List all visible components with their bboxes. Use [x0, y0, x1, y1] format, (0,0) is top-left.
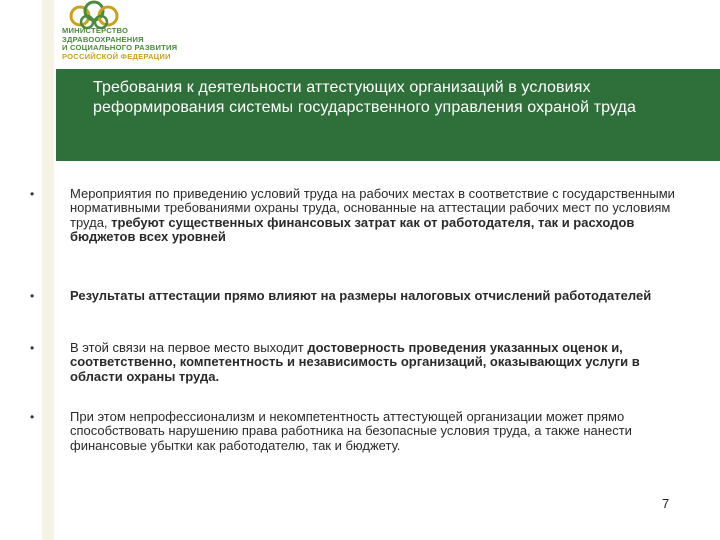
logo-line-4: РОССИЙСКОЙ ФЕДЕРАЦИИ	[62, 51, 171, 61]
left-accent-bar	[42, 0, 54, 540]
bullet-text	[70, 187, 682, 245]
slide-title: Требования к деятельности аттестующих организаций в условиях реформирования системы государственного управления охраной труда	[93, 79, 636, 116]
bullet-text-regular: В этой связи на первое место выходит	[70, 340, 308, 355]
bullet-text	[70, 289, 682, 303]
logo-line-3: И СОЦИАЛЬНОГО РАЗВИТИЯ	[62, 43, 178, 53]
bullet-text-regular: При этом непрофессионализм и некомпетентность аттестующей организации может прямо способствовать нарушению права работника на безопасные условия труда, а также нанести финансовые убытки как работодателю, так и бюджету.	[70, 409, 632, 453]
bullet-text	[70, 410, 682, 453]
bullet-marker: •	[30, 187, 35, 201]
bullet-text-bold: Результаты аттестации прямо влияют на размеры налоговых отчислений работодателей	[70, 288, 652, 303]
logo-line-2: ЗДРАВООХРАНЕНИЯ	[62, 34, 144, 44]
bullet-marker: •	[30, 289, 35, 303]
ministry-logo-text	[62, 27, 222, 61]
bullet-text-regular: Мероприятия по приведению условий труда на рабочих местах в соответствие с государственными нормативными требованиями охраны труда, основанные на аттестации рабочих мест по условиям труда,	[70, 186, 675, 230]
bullet-marker: •	[30, 341, 35, 355]
page-number: 7	[662, 496, 670, 511]
bullet-text	[70, 341, 682, 384]
bullet-text-bold: требуют существенных финансовых затрат как от работодателя, так и расходов бюджетов всех уровней	[70, 214, 635, 245]
logo-line-1: МИНИСТЕРСТВО	[62, 26, 129, 35]
bullet-marker: •	[30, 410, 35, 424]
bullet-text-bold: достоверность проведения указанных оценок и, соответственно, компетентность и независимость организаций, оказывающих услуги в области охраны труда.	[70, 340, 640, 384]
ministry-logo	[62, 0, 222, 66]
